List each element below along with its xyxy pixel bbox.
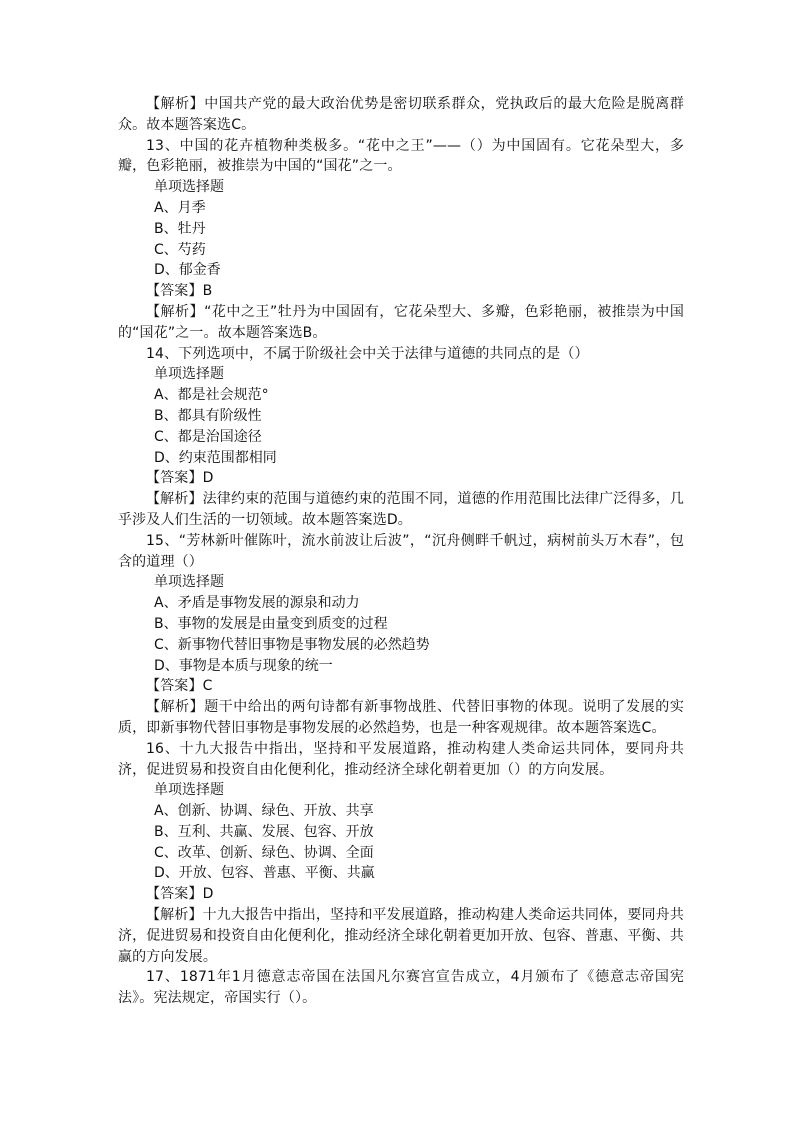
question-type-label: 单项选择题: [154, 574, 224, 591]
question-type-label: 单项选择题: [154, 179, 224, 196]
answer-13: 【答案】B: [146, 283, 213, 300]
option-14-c: C、都是治国途径: [154, 428, 262, 445]
option-15-a: A、矛盾是事物发展的源泉和动力: [154, 595, 360, 612]
answer-14: 【答案】D: [146, 470, 214, 487]
option-16-b: B、互利、共赢、发展、包容、开放: [154, 823, 374, 840]
question-15: 15、“芳林新叶催陈叶，流水前波让后波”，“沉舟侧畔千帆过，病树前头万木春”，包含的道理（）: [118, 532, 684, 570]
document-body: [118, 94, 684, 1009]
option-15-d: D、事物是本质与现象的统一: [154, 657, 333, 674]
explanation-16: 【解析】十九大报告中指出，坚持和平发展道路，推动构建人类命运共同体，要同舟共济，促进贸易和投资自由化便利化，推动经济全球化朝着更加开放、包容、普惠、平衡、共赢的方向发展。: [118, 907, 684, 965]
explanation-12: 【解析】中国共产党的最大政治优势是密切联系群众，党执政后的最大危险是脱离群众。故本题答案选C。: [118, 96, 684, 133]
question-type-label: 单项选择题: [154, 366, 224, 383]
option-16-d: D、开放、包容、普惠、平衡、共赢: [154, 865, 375, 882]
explanation-13: 【解析】“花中之王”牡丹为中国固有，它花朵型大、多瓣，色彩艳丽，被推崇为中国的“国花”之一。故本题答案选B。: [118, 303, 684, 341]
option-14-d: D、约束范围都相同: [154, 449, 277, 466]
option-16-a: A、创新、协调、绿色、开放、共享: [154, 803, 374, 820]
explanation-15: 【解析】题干中给出的两句诗都有新事物战胜、代替旧事物的体现。说明了发展的实质，即新事物代替旧事物是事物发展的必然趋势，也是一种客观规律。故本题答案选C。: [118, 699, 684, 736]
question-type-label: 单项选择题: [154, 782, 224, 799]
option-13-c: C、芍药: [154, 241, 206, 258]
option-13-a: A、月季: [154, 199, 206, 216]
option-13-d: D、郁金香: [154, 262, 221, 279]
question-17: 17、1871年1月德意志帝国在法国凡尔赛宫宣告成立，4月颁布了《德意志帝国宪法》。宪法规定，帝国实行（）。: [118, 969, 684, 1007]
option-13-b: B、牡丹: [154, 220, 206, 237]
answer-16: 【答案】D: [146, 886, 214, 903]
question-16: 16、十九大报告中指出，坚持和平发展道路，推动构建人类命运共同体，要同舟共济，促进贸易和投资自由化便利化，推动经济全球化朝着更加（）的方向发展。: [118, 740, 684, 778]
option-14-b: B、都具有阶级性: [154, 407, 262, 424]
answer-15: 【答案】C: [146, 678, 213, 695]
option-16-c: C、改革、创新、绿色、协调、全面: [154, 844, 374, 861]
question-13: 13、中国的花卉植物种类极多。“花中之王”——（）为中国固有。它花朵型大，多瓣，色彩艳丽，被推崇为中国的“国花”之一。: [118, 137, 684, 175]
option-14-a: A、都是社会规范°: [154, 387, 269, 404]
question-14: 14、下列选项中，不属于阶级社会中关于法律与道德的共同点的是（）: [146, 345, 589, 362]
option-15-b: B、事物的发展是由量变到质变的过程: [154, 615, 388, 632]
explanation-14: 【解析】法律约束的范围与道德约束的范围不同，道德的作用范围比法律广泛得多，几乎涉及人们生活的一切领域。故本题答案选D。: [118, 491, 684, 528]
option-15-c: C、新事物代替旧事物是事物发展的必然趋势: [154, 636, 430, 653]
